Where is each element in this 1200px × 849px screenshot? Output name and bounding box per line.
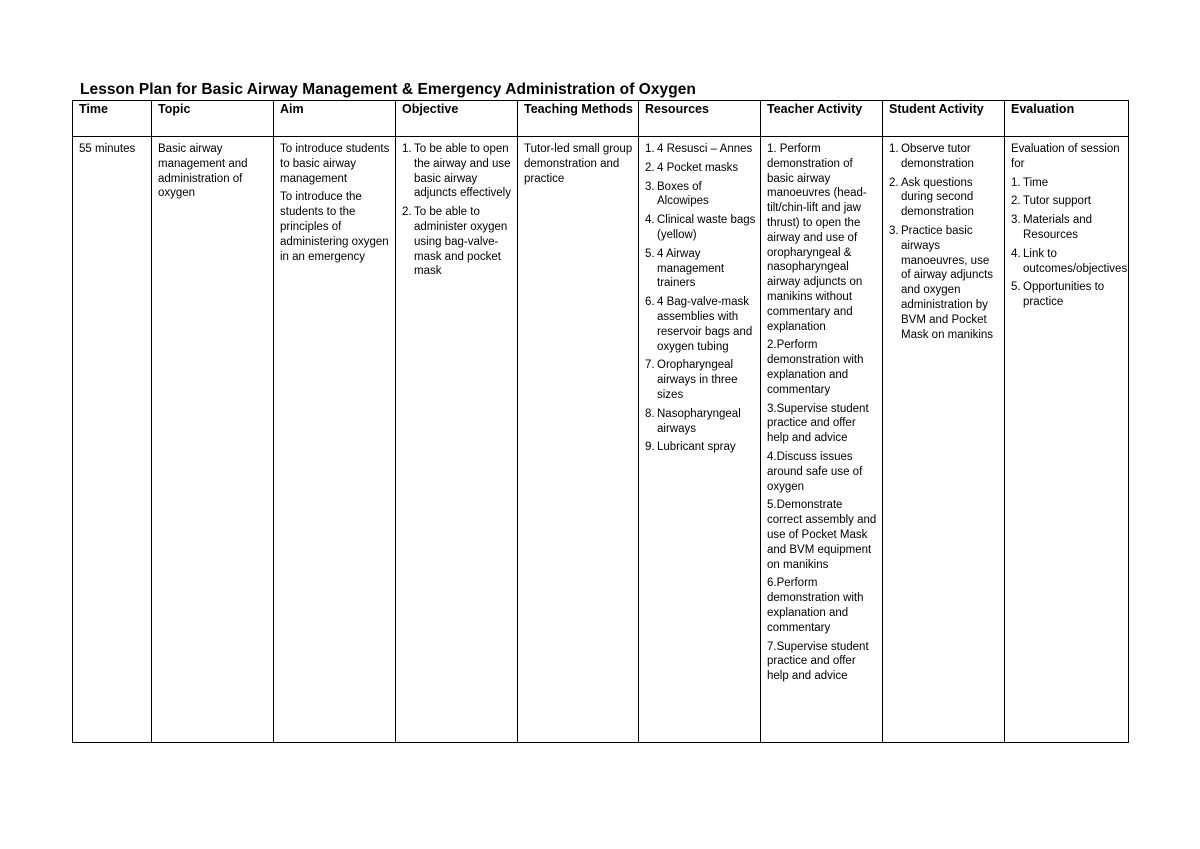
list-item-text: Observe tutor demonstration (901, 143, 974, 170)
list-item (645, 247, 756, 291)
list-item (645, 142, 756, 157)
list-item (402, 142, 513, 201)
list-item-text: Oropharyngeal airways in three sizes (657, 359, 738, 401)
list-item (1011, 213, 1124, 243)
aim-item: To introduce students to basic airway management (280, 143, 390, 185)
student-activity-list (889, 142, 1000, 342)
list-item (645, 358, 756, 402)
list-item (767, 142, 878, 334)
list-item-number: 4. (1011, 247, 1021, 260)
list-item-number: 7. (645, 359, 655, 372)
aim-cell (274, 137, 396, 743)
list-item (889, 142, 1000, 172)
list-item-number: 5. (767, 499, 777, 512)
list-item-number: 6. (767, 577, 777, 590)
list-item-text: Supervise student practice and offer help and advice (767, 402, 869, 445)
list-item-text: To be able to open the airway and use basic airway adjuncts effectively (414, 143, 511, 200)
list-item-text: Materials and Resources (1023, 214, 1093, 241)
header-objective: Objective (396, 101, 518, 137)
list-item-text: Supervise student practice and offer help and advice (767, 640, 869, 683)
list-item-number: 8. (645, 407, 655, 420)
list-item-number: 1. (767, 143, 777, 155)
list-item (767, 576, 878, 635)
list-item (645, 440, 756, 455)
list-item-number: 3. (889, 224, 899, 237)
list-item-text: 4 Resusci – Annes (657, 143, 753, 155)
list-item (645, 161, 756, 176)
list-item-text: Boxes of Alcowipes (657, 180, 709, 208)
list-item-number: 4. (767, 450, 777, 463)
list-item (889, 224, 1000, 342)
list-item-number: 6. (645, 296, 655, 309)
list-item-text: 4 Bag-valve-mask assemblies with reservoir bags and oxygen tubing (657, 296, 753, 353)
list-item (402, 205, 513, 279)
evaluation-cell (1005, 137, 1129, 743)
table-row (73, 137, 1129, 743)
topic-cell: Basic airway management and administration of oxygen (152, 137, 274, 743)
resources-cell (639, 137, 761, 743)
evaluation-intro: Evaluation of session for (1011, 143, 1120, 170)
list-item-text: Lubricant spray (657, 441, 736, 454)
list-item-text: Tutor support (1023, 195, 1091, 208)
objective-cell (396, 137, 518, 743)
list-item (645, 213, 756, 243)
objective-list (402, 142, 513, 279)
teacher-activity-cell (761, 137, 883, 743)
list-item-number: 2. (1011, 195, 1021, 208)
list-item-number: 2. (767, 339, 777, 352)
list-item-text: 4 Airway management trainers (657, 247, 725, 290)
page-title: Lesson Plan for Basic Airway Management & Emergency Administration of Oxygen (80, 81, 696, 98)
list-item-number: 1. (645, 143, 655, 155)
list-item-text: To be able to administer oxygen using bag-valve-mask and pocket mask (414, 206, 508, 278)
list-item-text: 4 Pocket masks (657, 161, 739, 174)
list-item-text: Nasopharyngeal airways (657, 407, 741, 435)
list-item-number: 4. (645, 214, 655, 227)
list-item-text: Clinical waste bags (yellow) (657, 214, 756, 241)
header-teacher-activity: Teacher Activity (761, 101, 883, 137)
evaluation-list (1011, 176, 1128, 310)
time-cell: 55 minutes (73, 137, 152, 743)
list-item-number: 2. (645, 161, 655, 174)
list-item-number: 7. (767, 640, 777, 653)
list-item-number: 3. (1011, 214, 1021, 227)
list-item (889, 176, 1000, 220)
header-topic: Topic (152, 101, 274, 137)
header-time: Time (73, 101, 152, 137)
header-student-activity: Student Activity (883, 101, 1005, 137)
list-item-text: Ask questions during second demonstration (901, 176, 974, 219)
list-item-number: 2. (889, 176, 899, 189)
list-item-number: 1. (402, 143, 412, 155)
list-item-number: 1. (1011, 176, 1021, 189)
aim-item: To introduce the students to the principles of administering oxygen in an emergency (280, 191, 389, 263)
resources-list (645, 142, 756, 455)
list-item (767, 498, 878, 572)
list-item-text: Perform demonstration with explanation and commentary (767, 577, 864, 634)
header-resources: Resources (639, 101, 761, 137)
list-item (1011, 194, 1124, 209)
list-item (1011, 176, 1124, 191)
teaching-methods-cell: Tutor-led small group demonstration and practice (518, 137, 639, 743)
list-item (767, 402, 878, 446)
list-item-number: 5. (645, 247, 655, 260)
list-item-text: Discuss issues around safe use of oxygen (767, 450, 863, 493)
list-item-number: 1. (889, 143, 899, 155)
header-teaching-methods: Teaching Methods (518, 101, 639, 137)
list-item-text: Perform demonstration with explanation and commentary (767, 339, 864, 396)
header-evaluation: Evaluation (1005, 101, 1129, 137)
header-aim: Aim (274, 101, 396, 137)
list-item-text: Opportunities to practice (1023, 281, 1105, 309)
header-row (73, 101, 1129, 137)
list-item (767, 450, 878, 494)
list-item-text: Practice basic airways manoeuvres, use of airway adjuncts and oxygen administration by BVM and Pocket Mask on manikins (901, 224, 994, 341)
list-item-number: 9. (645, 441, 655, 454)
list-item-text: Perform demonstration of basic airway manoeuvres (head-tilt/chin-lift and jaw thrust) to open the airway and use of oropharyngeal & nasopharyngeal airway adjuncts on manikins without commentary and explanation (767, 143, 867, 333)
student-activity-cell (883, 137, 1005, 743)
lesson-plan-table (72, 100, 1129, 743)
list-item (645, 407, 756, 437)
list-item-number: 3. (767, 402, 777, 415)
list-item-text: Time (1023, 176, 1049, 189)
list-item (1011, 247, 1128, 277)
list-item-number: 3. (645, 180, 655, 193)
list-item-text: Link to outcomes/objectives (1023, 247, 1128, 275)
list-item-number: 2. (402, 206, 412, 219)
list-item (1011, 280, 1124, 310)
list-item (645, 180, 756, 210)
teacher-activity-list (767, 142, 878, 684)
list-item (767, 338, 878, 397)
list-item-number: 5. (1011, 281, 1021, 294)
list-item (645, 295, 756, 354)
list-item-text: Demonstrate correct assembly and use of Pocket Mask and BVM equipment on manikins (767, 499, 877, 571)
list-item (767, 640, 878, 684)
